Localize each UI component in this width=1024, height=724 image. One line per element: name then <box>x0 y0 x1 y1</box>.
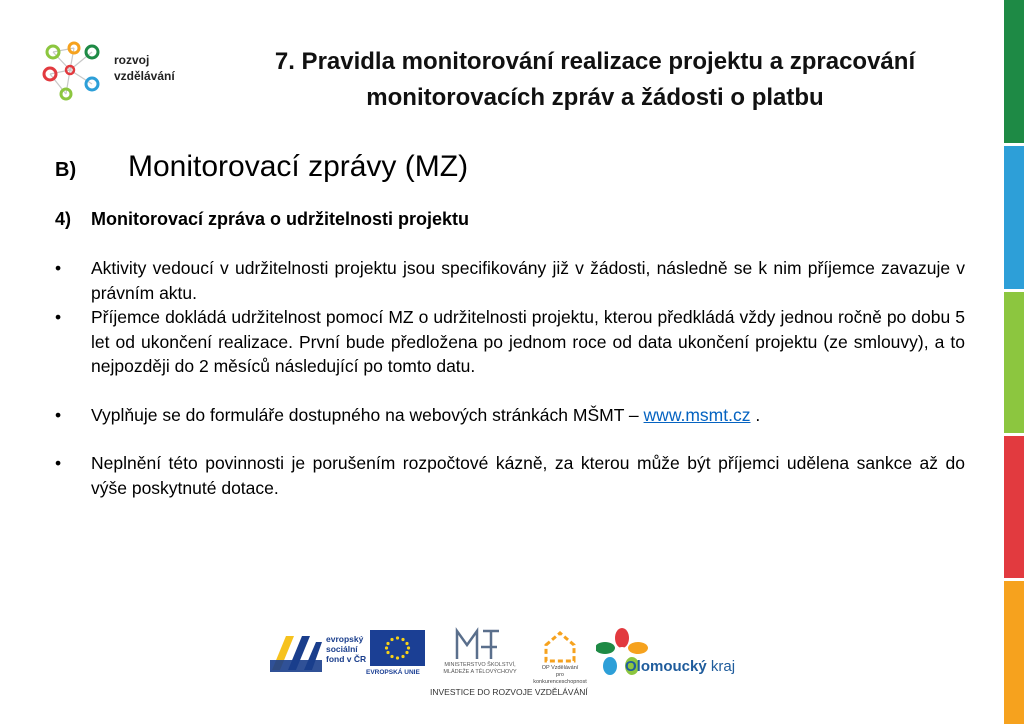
logo-line-1: rozvoj <box>114 53 150 67</box>
esf-line-2: sociální <box>326 644 358 654</box>
investice-text: INVESTICE DO ROZVOJE VZDĚLÁVÁNÍ <box>430 687 588 697</box>
network-circles-icon <box>40 40 110 102</box>
esf-line-3: fond v ČR <box>326 654 367 664</box>
bullet-text-after: . <box>750 404 761 425</box>
bullet-symbol: • <box>55 258 62 278</box>
title-line-2: monitorovacích zpráv a žádosti o platbu <box>366 84 824 111</box>
footer-logos <box>268 625 768 705</box>
eu-flag-icon <box>370 630 425 666</box>
bullet-item <box>55 403 965 428</box>
olk-text <box>625 658 735 675</box>
bullet-text: Vyplňuje se do formuláře dostupného na webových stránkách MŠMT – <box>91 404 639 425</box>
opvk-text <box>530 665 590 686</box>
section-letter: B) <box>55 159 77 181</box>
msmt-logo <box>453 625 503 665</box>
esf-line-1: evropský <box>326 634 364 644</box>
eu-text: EVROPSKÁ UNIE <box>366 669 420 676</box>
bullet-text: Neplnění této povinnosti je porušením rozpočtové kázně, za kterou může být příjemci udělena sankce až do výše poskytnuté dotace. <box>91 453 965 498</box>
msmt-line-2: MLÁDEŽE A TĚLOVÝCHOVY <box>443 669 517 675</box>
color-strip-blue <box>1004 146 1024 289</box>
color-strip-lightgreen <box>1004 292 1024 433</box>
msmt-text <box>430 662 530 676</box>
olk-bold: Olomoucký <box>625 658 707 675</box>
olk-kraj: kraj <box>710 658 736 675</box>
bullet-symbol: • <box>55 307 62 327</box>
opvk-logo <box>540 629 580 665</box>
color-strip-green <box>1004 0 1024 143</box>
bullet-item <box>55 305 965 379</box>
opvk-line-1: OP Vzdělávání <box>541 665 579 671</box>
bullet-symbol: • <box>55 404 62 425</box>
title-line-1: 7. Pravidla monitorování realizace projektu a zpracování <box>274 48 916 75</box>
bullet-text: Příjemce dokládá udržitelnost pomocí MZ o udržitelnosti projektu, kterou předkládá vždy jednou ročně po dobu 5 let od ukončení realizace. První bude předložena po jednom roce od data ukončení projektu (ze smlouvy), a to nejpozději do 2 měsíců následující po tomto datu. <box>91 307 965 376</box>
subheading-number: 4) <box>55 209 72 229</box>
bullet-item <box>55 451 965 500</box>
esf-text <box>326 634 366 664</box>
subheading <box>55 209 469 230</box>
bullet-symbol: • <box>55 453 62 473</box>
color-strip-orange <box>1004 581 1024 724</box>
section-title: Monitorovací zprávy (MZ) <box>128 150 469 183</box>
msmt-line-1: MINISTERSTVO ŠKOLSTVÍ, <box>444 662 516 668</box>
logo-text <box>114 52 175 84</box>
bullet-item <box>55 256 965 305</box>
bullet-text: Aktivity vedoucí v udržitelnosti projektu jsou specifikovány již v žádosti, následně se k nim příjemce zavazuje v právním aktu. <box>91 258 965 303</box>
msmt-link[interactable]: www.msmt.cz <box>643 404 751 425</box>
slide-title <box>190 44 1000 116</box>
bullet-list <box>55 256 965 500</box>
logo-line-2: vzdělávání <box>114 69 175 83</box>
color-strip-red <box>1004 436 1024 578</box>
subheading-text: Monitorovací zpráva o udržitelnosti projektu <box>91 209 470 229</box>
opvk-line-2: pro konkurenceschopnost <box>533 672 587 685</box>
